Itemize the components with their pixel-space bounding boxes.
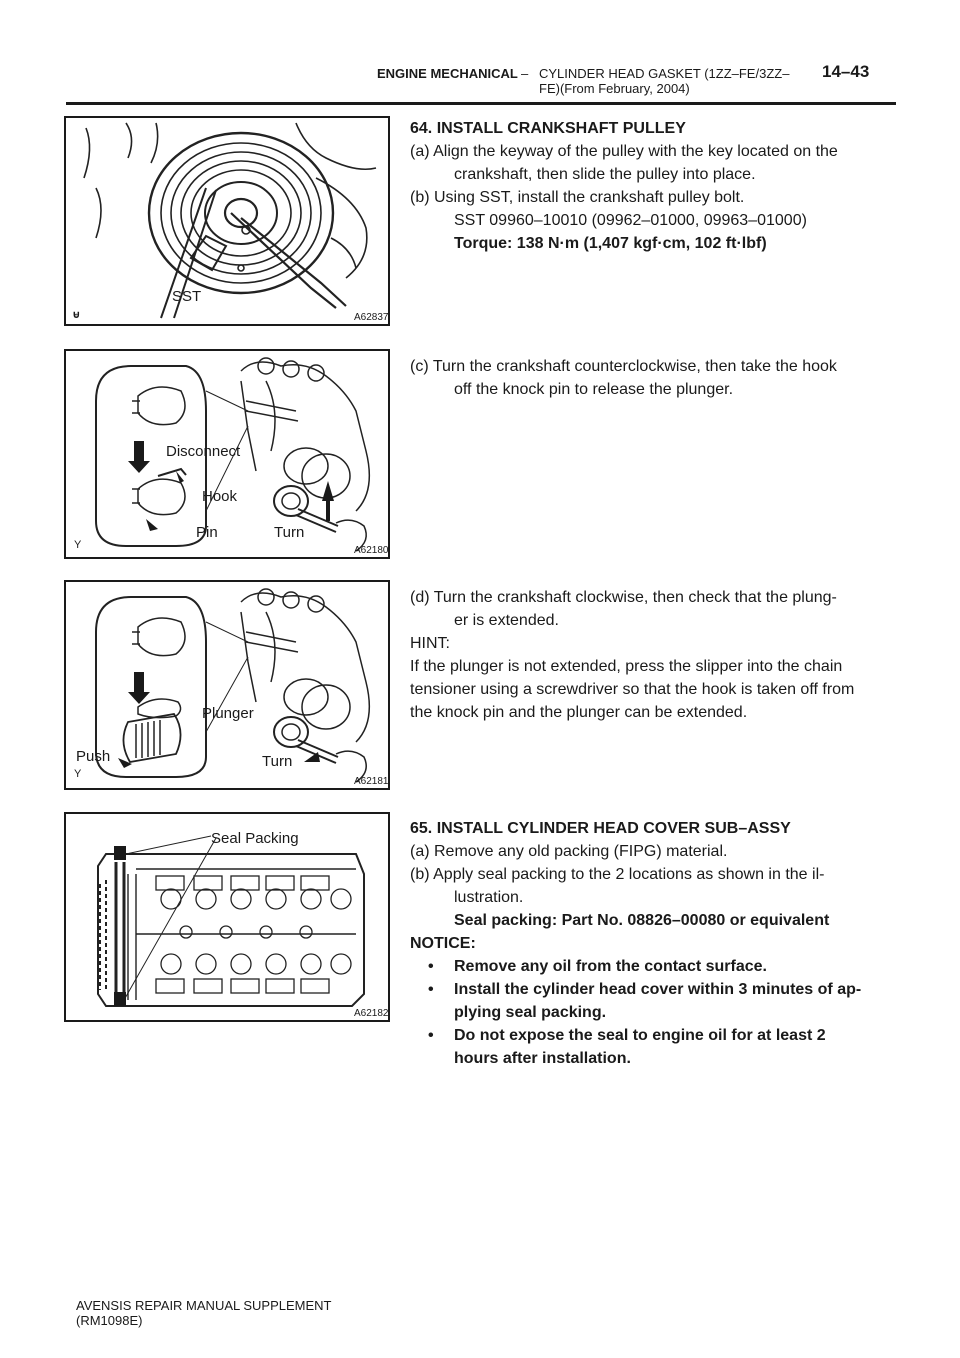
label-disconnect: Disconnect (166, 443, 241, 460)
notice-label: NOTICE: (410, 935, 476, 952)
figure-crankshaft-pulley (64, 116, 390, 326)
label-pin: Pin (196, 524, 218, 541)
page-number: 14–43 (822, 62, 870, 81)
figure-code: A62180 (354, 545, 389, 556)
label-push: Push (76, 748, 111, 765)
notice-item-1: Remove any oil from the contact surface. (454, 958, 767, 975)
step-65a: (a) Remove any old packing (FIPG) material. (410, 843, 728, 860)
hint-line1: If the plunger is not extended, press the slipper into the chain (410, 658, 843, 675)
figure-code: A62182 (354, 1008, 389, 1019)
step-64b-sst: SST 09960–10010 (09962–01000, 09963–01000) (454, 212, 807, 229)
corner-mark: Y (74, 768, 82, 780)
step-64d-line1: (d) Turn the crankshaft clockwise, then check that the plung- (410, 589, 837, 606)
pulley-illustration (66, 118, 388, 324)
step-65-title: 65. INSTALL CYLINDER HEAD COVER SUB–ASSY (410, 820, 791, 837)
notice-item-2-line1: Install the cylinder head cover within 3 minutes of ap- (454, 981, 862, 998)
corner-mark: ⊌ (72, 309, 81, 321)
label-plunger: Plunger (202, 705, 254, 722)
step-64a-line1: (a) Align the keyway of the pulley with the key located on the (410, 143, 838, 160)
notice-item-2-line2: plying seal packing. (454, 1004, 607, 1021)
header-dash: – (521, 66, 529, 81)
step-64a-line2: crankshaft, then slide the pulley into place. (454, 166, 756, 183)
figure-disconnect-hook (64, 349, 390, 559)
step-64d-line2: er is extended. (454, 612, 559, 629)
header-title: CYLINDER HEAD GASKET (1ZZ–FE/3ZZ–FE)(From February, 2004) (539, 66, 790, 96)
step-64c-line1: (c) Turn the crankshaft counterclockwise, then take the hook (410, 358, 837, 375)
corner-mark: Y (74, 539, 82, 551)
notice-bullet-3: • (428, 1027, 434, 1044)
label-turn: Turn (274, 524, 305, 541)
step-65b-line1: (b) Apply seal packing to the 2 locations as shown in the il- (410, 866, 825, 883)
notice-bullet-2: • (428, 981, 434, 998)
figure-plunger-extended (64, 580, 390, 790)
label-hook: Hook (202, 488, 238, 505)
footer-manual-title: AVENSIS REPAIR MANUAL SUPPLEMENT (76, 1298, 332, 1313)
figure-seal-packing (64, 812, 390, 1022)
label-seal-packing: Seal Packing (211, 830, 299, 847)
notice-item-3-line1: Do not expose the seal to engine oil for at least 2 (454, 1027, 826, 1044)
notice-bullet-1: • (428, 958, 434, 975)
header-section: ENGINE MECHANICAL (377, 66, 518, 81)
label-turn: Turn (262, 753, 293, 770)
step-64-title: 64. INSTALL CRANKSHAFT PULLEY (410, 120, 686, 137)
hint-line2: tensioner using a screwdriver so that the hook is taken off from (410, 681, 855, 698)
figure-code: A62181 (354, 776, 389, 787)
step-65b-seal-packing: Seal packing: Part No. 08826–00080 or equivalent (454, 912, 830, 929)
header-rule (66, 102, 896, 105)
step-64b-torque: Torque: 138 N·m (1,407 kgf·cm, 102 ft·lbf) (454, 235, 767, 252)
plunger-illustration (66, 582, 388, 788)
hint-label: HINT: (410, 635, 450, 652)
figure-code: A62837 (354, 312, 389, 323)
step-64b-line1: (b) Using SST, install the crankshaft pulley bolt. (410, 189, 745, 206)
notice-item-3-line2: hours after installation. (454, 1050, 631, 1067)
step-64c-line2: off the knock pin to release the plunger. (454, 381, 734, 398)
hint-line3: the knock pin and the plunger can be extended. (410, 704, 748, 721)
label-sst: SST (172, 288, 202, 305)
footer-manual-code: (RM1098E) (76, 1313, 143, 1328)
step-65b-line2: lustration. (454, 889, 524, 906)
